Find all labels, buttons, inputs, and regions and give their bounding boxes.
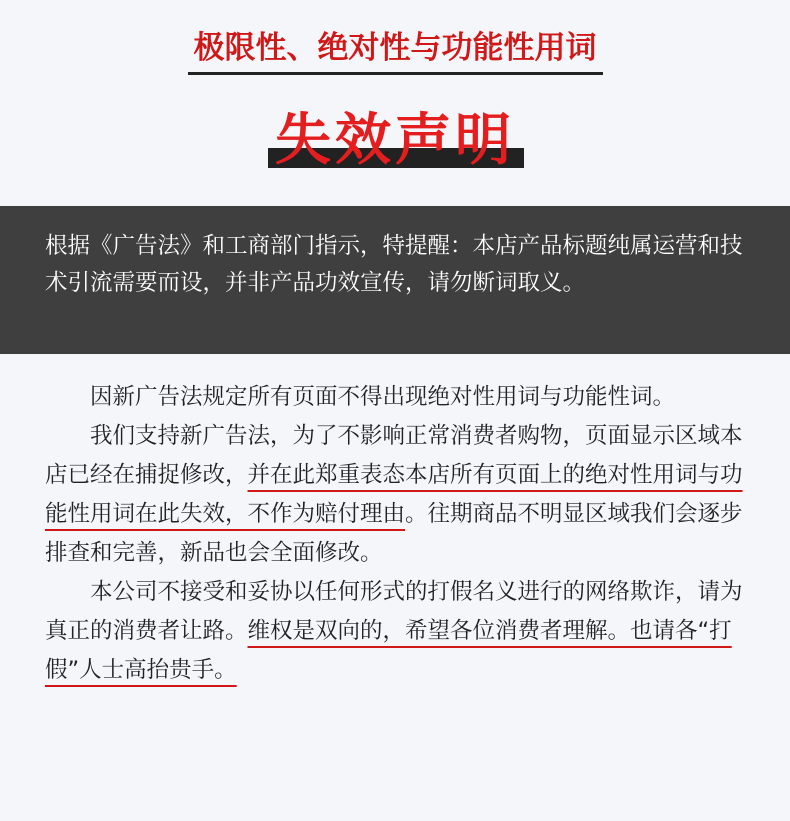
subtitle: [188, 22, 603, 75]
subtitle-underline: [188, 72, 603, 75]
title-wrap: [0, 96, 790, 176]
paragraph-2: [45, 417, 750, 573]
paragraph-3: [45, 573, 750, 690]
paragraph-2-text: 我们支持新广告法，为了不影响正常消费者购物，页面显示区域本店已经在捕捉修改，: [45, 423, 743, 488]
subtitle-text: 极限性、绝对性与功能性用词: [193, 30, 597, 66]
paragraph-1: 因新广告法规定所有页面不得出现绝对性用词与功能性词。: [90, 384, 676, 410]
notice-text: 根据《广告法》和工商部门指示，特提醒：本店产品标题纯属运营和技术引流需要而设，并非产品功效宣传，请勿断词取义。: [45, 233, 743, 296]
highlight-void-statement: 并在此郑重表态本店所有页面上的绝对性用词与功能性用词在此失效，不作为赔付理由: [45, 462, 743, 527]
paragraph-3-text: 本公司不接受和妥协以任何形式的打假名义进行的网络欺诈，请为真正的消费者让路。: [45, 579, 743, 644]
page-title: 失效声明: [275, 108, 515, 173]
statement-body: [45, 378, 750, 690]
highlight-rights-statement: 维权是双向的，希望各位消费者理解。也请各“打假”人士高抬贵手。: [45, 618, 732, 683]
header: [0, 22, 790, 75]
notice-banner: [0, 206, 790, 354]
paragraph-2-tail: 。往期商品不明显区域我们会逐步排查和完善，新品也会全面修改。: [45, 501, 743, 566]
